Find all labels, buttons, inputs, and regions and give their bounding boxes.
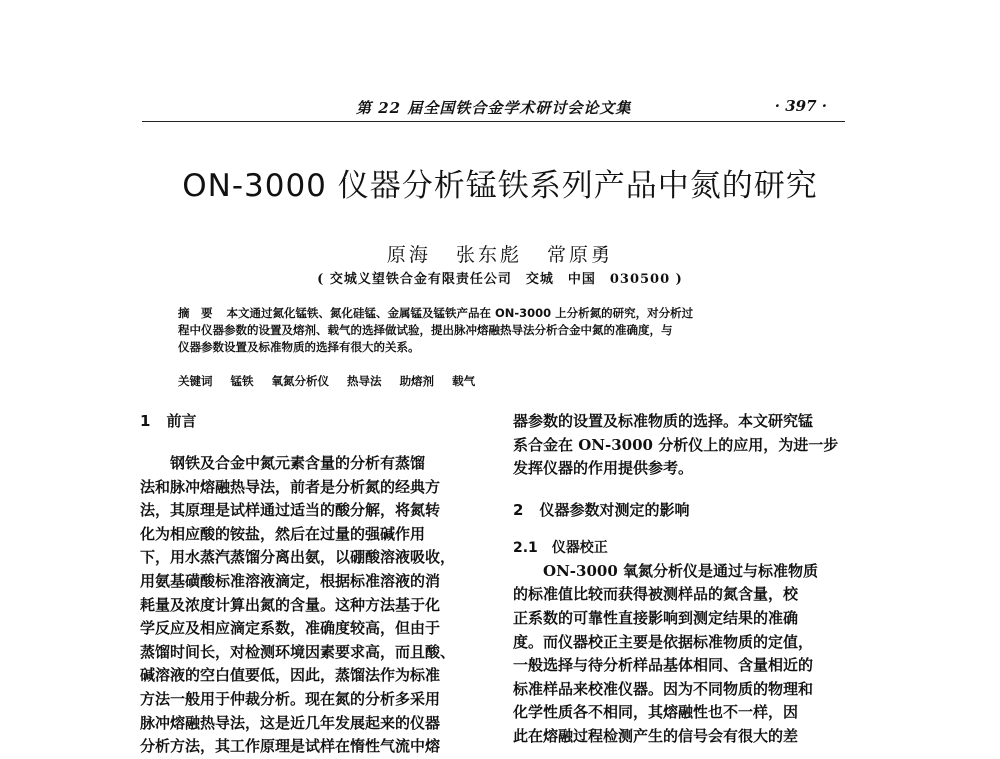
paragraph-line: 正系数的可靠性直接影响到测定结果的准确 [513, 608, 799, 627]
running-header [142, 97, 845, 122]
author-2: 张东彪 [455, 244, 522, 266]
paragraph-line: 耗量及浓度计算出氮的含量。这种方法基于化 [140, 595, 441, 614]
left-column [140, 410, 480, 759]
right-column [513, 410, 853, 749]
abstract-label: 摘 要 [178, 306, 213, 320]
author-1: 原海 [386, 244, 431, 266]
conference-name: 第 22 届全国铁合金学术研讨会论文集 [356, 99, 632, 117]
intro-paragraph [140, 452, 480, 759]
abstract-line: 仪器参数设置及标准物质的选择有很大的关系。 [178, 340, 420, 354]
paper-title: ON-3000 仪器分析锰铁系列产品中氮的研究 [182, 168, 818, 204]
paragraph-line: 脉冲熔融热导法，这是近几年发展起来的仪器 [140, 713, 441, 732]
keywords-label: 关键词 [178, 374, 213, 388]
paragraph-line: 化为相应酸的铵盐，然后在过量的强碱作用 [140, 524, 426, 543]
paragraph-line: 此在熔融过程检测产生的信号会有很大的差 [513, 726, 799, 745]
calibration-paragraph [513, 560, 853, 749]
abstract [178, 305, 818, 356]
paragraph-line: 系合金在 ON-3000 分析仪上的应用，为进一步 [513, 435, 839, 454]
section-heading-2 [513, 499, 853, 523]
paragraph-line: 器参数的设置及标准物质的选择。本文研究锰 [513, 412, 814, 430]
author-3: 常原勇 [547, 244, 614, 266]
subsection-heading-2-1 [513, 537, 853, 560]
paragraph-line: 法和脉冲熔融热导法，前者是分析氮的经典方 [140, 477, 441, 496]
paragraph-line: 发挥仪器的作用提供参考。 [513, 459, 694, 478]
paragraph-line: ON-3000 氧氮分析仪是通过与标准物质 [543, 561, 818, 580]
section-heading-1 [140, 410, 480, 434]
keywords [178, 373, 489, 389]
section-title: 仪器参数对测定的影响 [539, 500, 690, 519]
paragraph-line: 用氨基磺酸标准溶液滴定，根据标准溶液的消 [140, 571, 441, 590]
keyword: 热导法 [347, 374, 382, 388]
paragraph-line: 一般选择与待分析样品基体相同、含量相近的 [513, 656, 814, 675]
paragraph-line: 法，其原理是试样通过适当的酸分解，将氮转 [140, 501, 441, 520]
paragraph-line: 钢铁及合金中氮元素含量的分析有蒸馏 [170, 454, 426, 472]
section-number: 2 [513, 500, 524, 519]
subsection-title: 仪器校正 [551, 539, 608, 556]
abstract-line: 程中仪器参数的设置及熔剂、载气的选择做试验，提出脉冲熔融热导法分析合金中氮的准确度，与 [178, 323, 673, 337]
keyword: 氧氮分析仪 [271, 374, 330, 388]
continued-paragraph [513, 410, 853, 481]
paragraph-line: 下，用水蒸汽蒸馏分离出氨，以硼酸溶液吸收， [140, 548, 456, 567]
paragraph-line: 标准样品来校准仪器。因为不同物质的物理和 [513, 679, 814, 698]
keyword: 载气 [452, 374, 476, 388]
author-list [0, 240, 1000, 267]
subsection-number: 2.1 [513, 539, 538, 556]
paragraph-line: 碱溶液的空白值要低，因此，蒸馏法作为标准 [140, 666, 441, 685]
section-title: 前言 [166, 412, 197, 430]
paragraph-line: 学反应及相应滴定系数，准确度较高，但由于 [140, 619, 441, 638]
paragraph-line: 度。而仪器校正主要是依据标准物质的定值， [513, 632, 814, 651]
abstract-line: 本文通过氮化锰铁、氮化硅锰、金属锰及锰铁产品在 ON-3000 上分析氮的研究，对分析过 [226, 306, 694, 320]
paragraph-line: 分析方法，其工作原理是试样在惰性气流中熔 [140, 737, 441, 756]
keyword: 助熔剂 [399, 374, 435, 388]
paragraph-line: 化学性质各不相同，其熔融性也不一样，因 [513, 703, 799, 722]
page-number: · 397 · [774, 97, 827, 115]
paragraph-line: 的标准值比较而获得被测样品的氮含量，校 [513, 585, 799, 604]
keyword: 锰铁 [230, 374, 254, 388]
section-number: 1 [140, 412, 151, 430]
paragraph-line: 方法一般用于仲裁分析。现在氮的分析多采用 [140, 689, 441, 708]
paragraph-line: 蒸馏时间长，对检测环境因素要求高，而且酸、 [140, 642, 456, 661]
affiliation: ( 交城义望铁合金有限责任公司 交城 中国 030500 ) [317, 272, 683, 287]
